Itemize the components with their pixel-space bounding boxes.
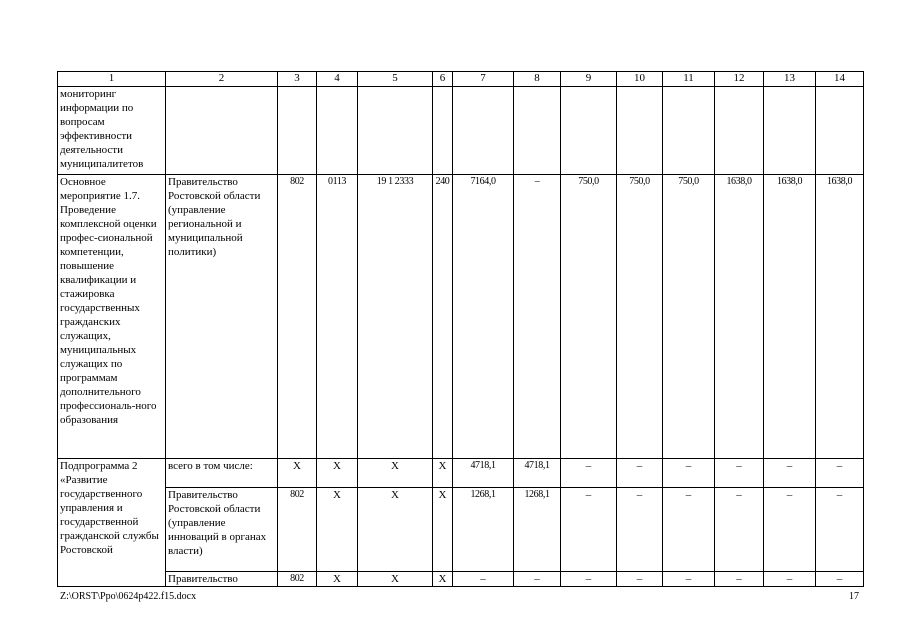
col-header: 10 — [617, 72, 663, 87]
year-amount: 750,0 — [561, 175, 617, 459]
executor — [166, 87, 278, 175]
year-amount: – — [816, 488, 864, 572]
cell — [514, 87, 561, 175]
rz-pr-code: Х — [317, 572, 358, 587]
vr-code: Х — [433, 488, 453, 572]
csr-code: Х — [358, 572, 433, 587]
year-amount: 750,0 — [617, 175, 663, 459]
cell — [561, 87, 617, 175]
year-amount: – — [816, 572, 864, 587]
csr-code: 19 1 2333 — [358, 175, 433, 459]
year-amount: – — [561, 488, 617, 572]
table-row — [58, 87, 864, 175]
year-amount: – — [617, 572, 663, 587]
col-header: 4 — [317, 72, 358, 87]
year-amount: – — [816, 459, 864, 488]
col-header: 12 — [715, 72, 764, 87]
year-amount: – — [715, 572, 764, 587]
cell — [764, 87, 816, 175]
total-amount: – — [453, 572, 514, 587]
table-row — [58, 572, 864, 587]
csr-code: Х — [358, 488, 433, 572]
total-amount: 1268,1 — [453, 488, 514, 572]
csr-code: Х — [358, 459, 433, 488]
grbs-code: 802 — [278, 175, 317, 459]
col-header: 11 — [663, 72, 715, 87]
col-header: 13 — [764, 72, 816, 87]
cell — [278, 87, 317, 175]
year-amount: – — [663, 572, 715, 587]
measure-name: Основное мероприятие 1.7. Проведение комплексной оценки профес-сиональной компетенции, повышение квалификации и стажировка государственных гражданских служащих, муниципальных служащих по программам дополнительного профессиональ-ного образования — [58, 175, 166, 459]
year-amount: – — [663, 459, 715, 488]
col-header: 6 — [433, 72, 453, 87]
year-amount: 750,0 — [663, 175, 715, 459]
grbs-code: 802 — [278, 572, 317, 587]
cell — [617, 87, 663, 175]
col-header: 3 — [278, 72, 317, 87]
cell — [317, 87, 358, 175]
year-amount: – — [617, 459, 663, 488]
cell — [816, 87, 864, 175]
year-amount: 1638,0 — [816, 175, 864, 459]
vr-code: Х — [433, 572, 453, 587]
col-header: 7 — [453, 72, 514, 87]
col-header: 1 — [58, 72, 166, 87]
year-amount: – — [764, 488, 816, 572]
executor: всего в том числе: — [166, 459, 278, 488]
cell — [453, 87, 514, 175]
rz-pr-code: 0113 — [317, 175, 358, 459]
col-header: 8 — [514, 72, 561, 87]
cell — [358, 87, 433, 175]
year-amount: – — [715, 459, 764, 488]
rz-pr-code: Х — [317, 459, 358, 488]
executor: Правительство Ростовской области (управление региональной и муниципальной политики) — [166, 175, 278, 459]
table-row — [58, 175, 864, 459]
rz-pr-code: Х — [317, 488, 358, 572]
table-row — [58, 459, 864, 488]
total-amount: 7164,0 — [453, 175, 514, 459]
page-number: 17 — [849, 591, 859, 602]
grbs-code: 802 — [278, 488, 317, 572]
year-amount: – — [514, 175, 561, 459]
year-amount: – — [663, 488, 715, 572]
cell — [663, 87, 715, 175]
footer-file-path: Z:\ORST\Ppo\0624p422.f15.docx — [60, 591, 197, 602]
executor: Правительство — [166, 572, 278, 587]
year-amount: – — [514, 572, 561, 587]
grbs-code: Х — [278, 459, 317, 488]
table-row — [58, 488, 864, 572]
measure-name: мониторинг информации по вопросам эффективности деятельности муниципалитетов — [58, 87, 166, 175]
year-amount: 1638,0 — [715, 175, 764, 459]
vr-code: Х — [433, 459, 453, 488]
total-amount: 4718,1 — [453, 459, 514, 488]
year-amount: – — [617, 488, 663, 572]
col-header: 2 — [166, 72, 278, 87]
vr-code: 240 — [433, 175, 453, 459]
col-header: 14 — [816, 72, 864, 87]
budget-table — [57, 71, 864, 587]
cell — [433, 87, 453, 175]
year-amount: 1268,1 — [514, 488, 561, 572]
subprogram-name: Подпрограмма 2 «Развитие государственного управления и государственной гражданской службы Ростовской — [58, 459, 166, 587]
col-header: 5 — [358, 72, 433, 87]
header-row — [58, 72, 864, 87]
col-header: 9 — [561, 72, 617, 87]
year-amount: – — [764, 459, 816, 488]
year-amount: – — [715, 488, 764, 572]
year-amount: – — [561, 572, 617, 587]
year-amount: 4718,1 — [514, 459, 561, 488]
cell — [715, 87, 764, 175]
executor: Правительство Ростовской области (управление инноваций в органах власти) — [166, 488, 278, 572]
year-amount: 1638,0 — [764, 175, 816, 459]
year-amount: – — [561, 459, 617, 488]
year-amount: – — [764, 572, 816, 587]
